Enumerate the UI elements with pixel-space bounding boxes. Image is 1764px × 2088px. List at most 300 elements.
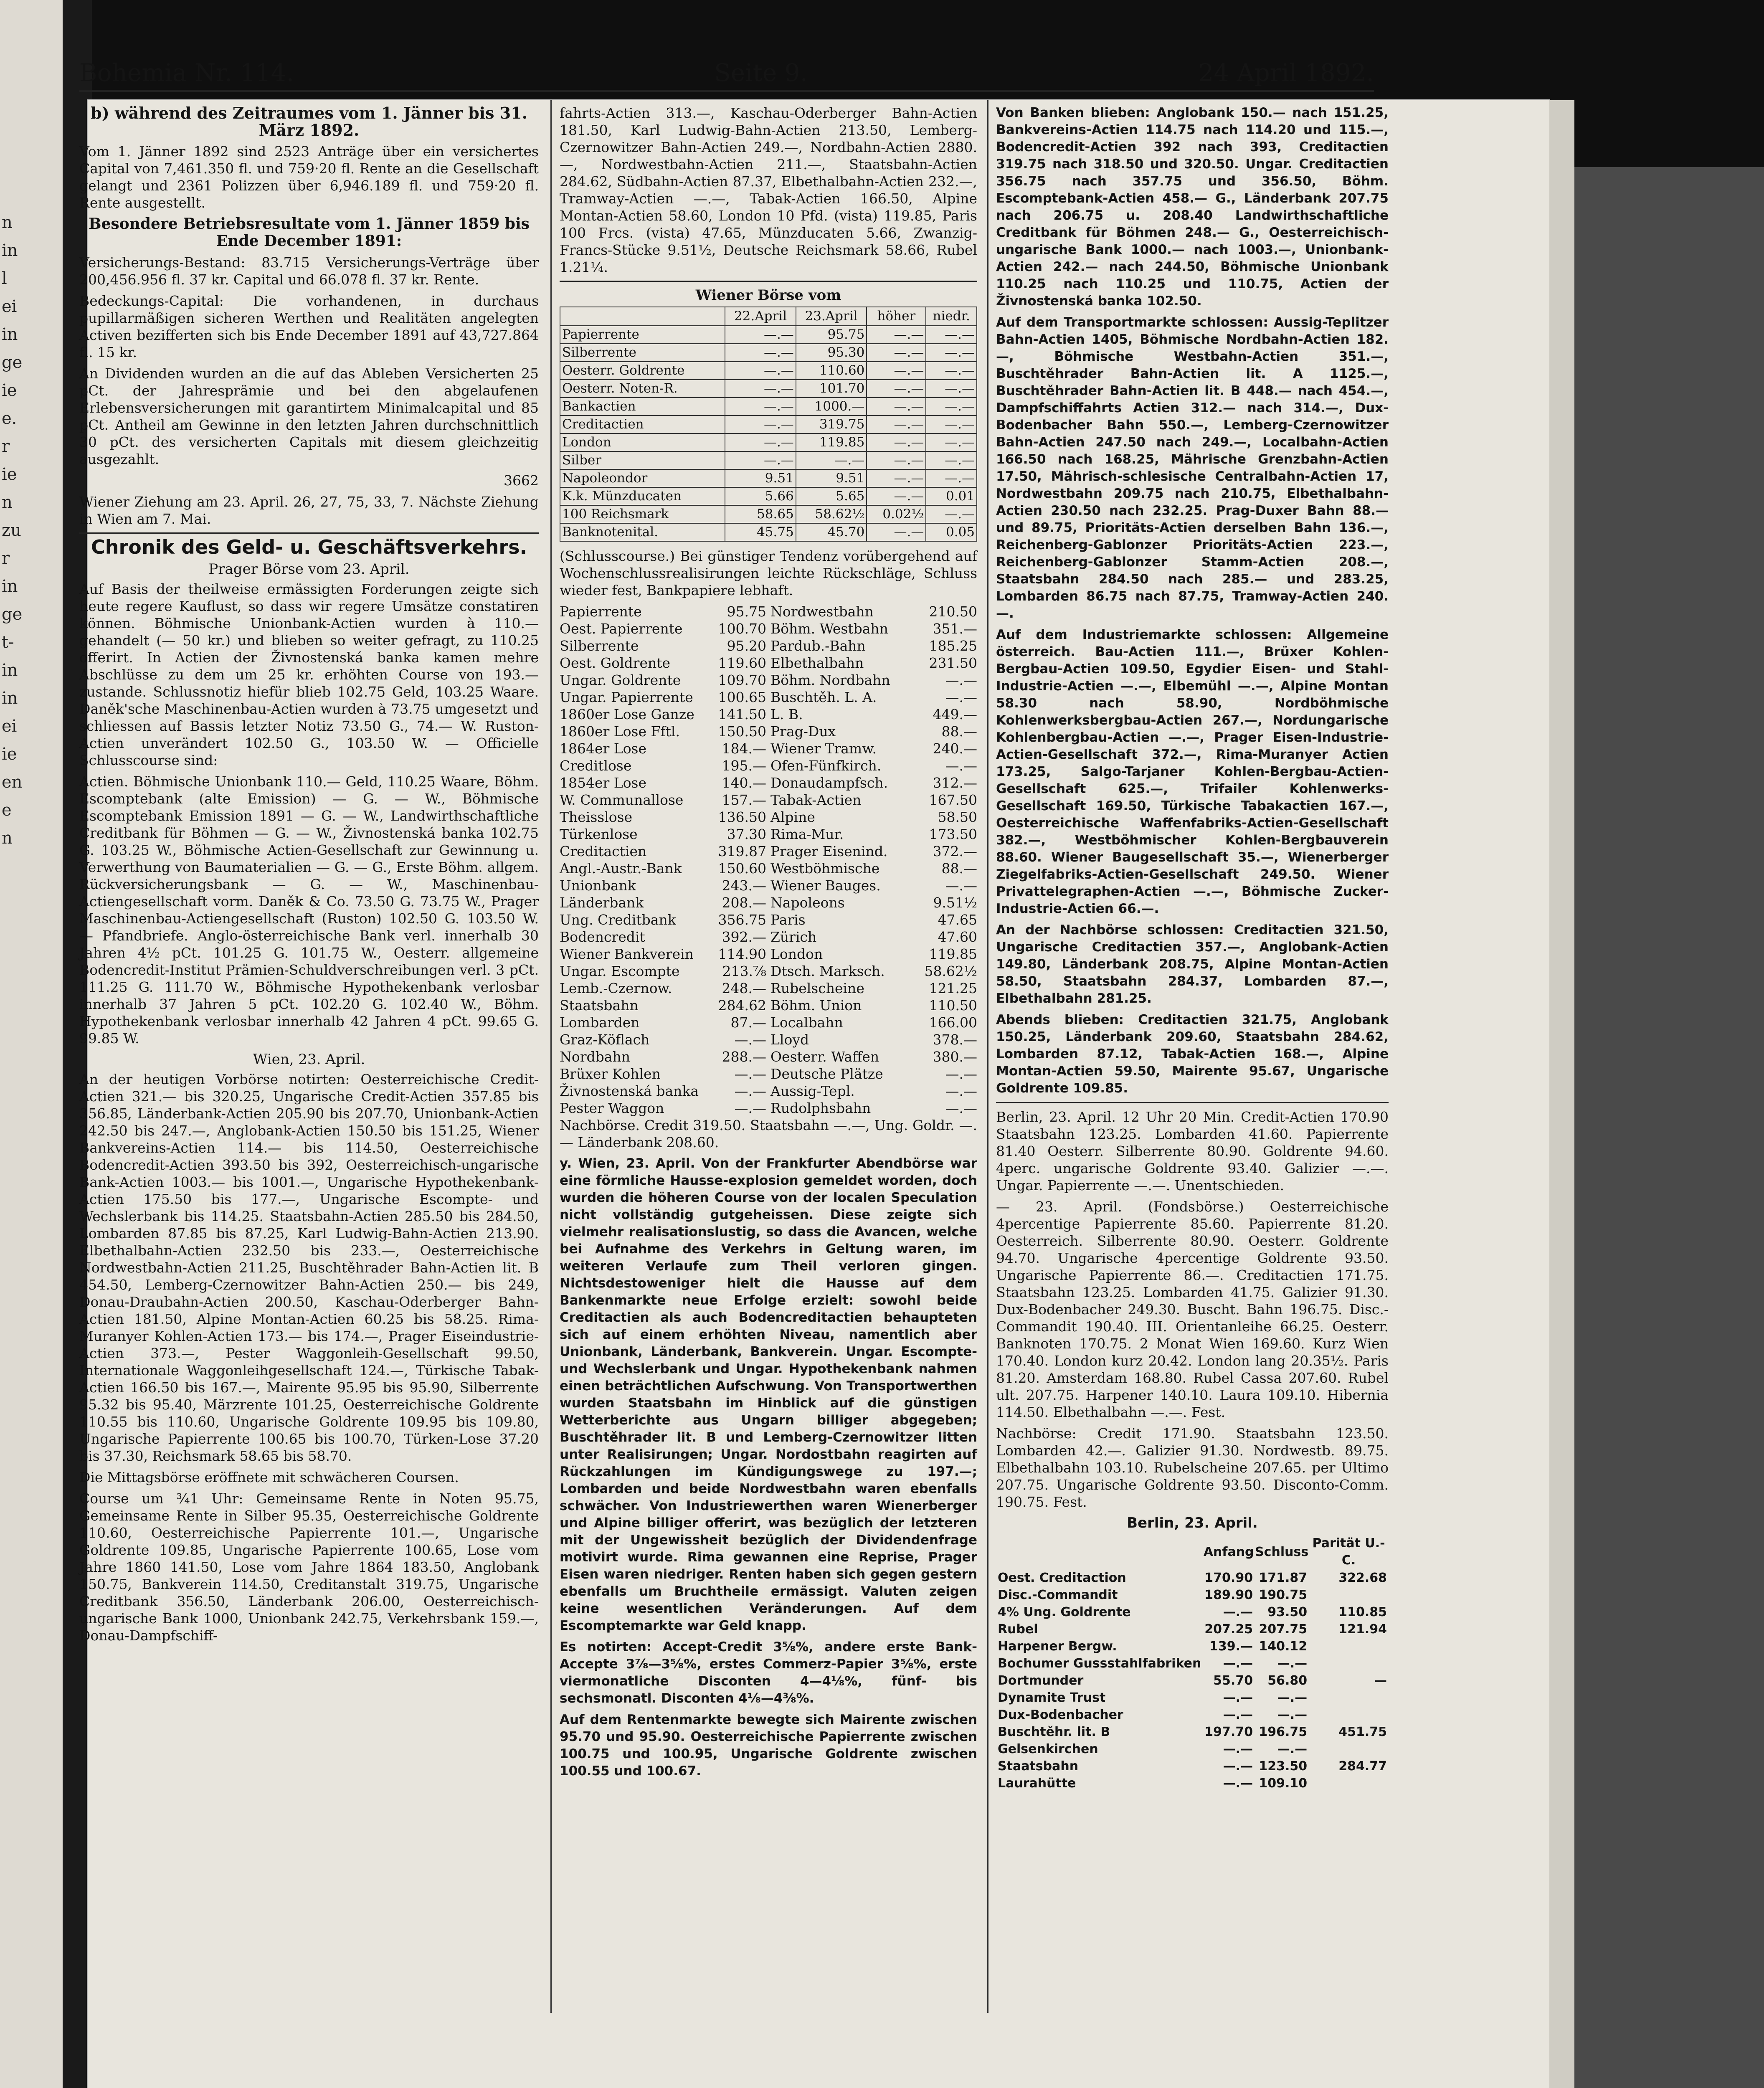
- quote-name: Živnostenská banka: [560, 1083, 699, 1099]
- quote-line: [770, 603, 977, 620]
- quote-name: Alpine: [770, 809, 815, 825]
- berlin-security-cell: Laurahütte: [998, 1776, 1076, 1791]
- table-row: [560, 487, 977, 505]
- vienna-exchange-table: [560, 307, 977, 542]
- quote-value: —.—: [734, 1100, 766, 1116]
- berlin-quote-cell: —.—: [1277, 1690, 1308, 1705]
- quote-name: Elbethalbahn: [770, 655, 864, 671]
- quote-cell: 0.01: [926, 487, 977, 505]
- berlin-security-cell: Staatsbahn: [998, 1759, 1079, 1774]
- left-fragment-line: in: [2, 325, 18, 344]
- quote-cell: —.—: [926, 451, 977, 469]
- quote-line: [560, 877, 766, 894]
- quote-value: 372.—: [933, 843, 977, 859]
- prague-paragraph-2: Actien. Böhmische Unionbank 110.— Geld, 110.25 Waare, Böhm. Escomptebank (alte Emission) — G. — W., Böhmische Escomptebank Emission 1891 — G. — W., Landwirthschaftliche Creditbank für Böhmen — G. — W., Živnostenská banka 102.75 G. 103.25 W., Böhmische Actien-Gesellschaft zur Gewinnung u. Verwerthung von Baumaterialien — G. — G., Erste Böhm. allgem. Rückversicherungsbank — G. — W., Maschinenbau-Actiengesellschaft vorm. Daněk & Co. 73.50 G. 73.75 W., Prager Maschinenbau-Actiengesellschaft (Ruston) 102.50 G. 103.50 W. — Pfandbriefe. Anglo-österreichische Bank verl. innerhalb 30 Jahren 4½ pCt. 101.25 G. 101.75 W., Oesterr. allgemeine Bodencredit-Institut Prämien-Schuldverschreibungen verl. 3 pCt. 111.25 G. 111.70 W., Böhmische Hypothekenbank verlosbar innerhalb 37 Jahren 5 pCt. 102.20 G. 102.40 W., Böhm. Hypothekenbank verlosbar innerhalb 42 Jahren 4 pCt. 99.65 G. 99.85 W.: [79, 773, 539, 1047]
- quote-name: Rubelscheine: [770, 980, 864, 996]
- quote-cell: 319.75: [796, 416, 867, 433]
- quote-name: Prager Eisenind.: [770, 843, 888, 859]
- quote-name: Localbahn: [770, 1014, 843, 1031]
- table-row: [560, 344, 977, 362]
- quote-value: 319.87: [718, 843, 766, 859]
- berlin-row: [996, 1775, 1389, 1792]
- quote-value: 288.—: [722, 1049, 766, 1065]
- quote-cell: —.—: [867, 362, 926, 380]
- berlin-quote-cell: 197.70: [1204, 1725, 1253, 1739]
- quote-cell: —.—: [926, 398, 977, 416]
- quote-value: 284.62: [718, 997, 766, 1014]
- quote-name: London: [770, 946, 823, 962]
- security-name-cell: Bankactien: [560, 398, 725, 416]
- left-fragment-line: ie: [2, 465, 17, 484]
- quote-value: 213.⅞: [722, 963, 766, 979]
- table-header-cell: niedr.: [926, 307, 977, 326]
- quote-cell: 1000.—: [796, 398, 867, 416]
- quote-value: 185.25: [929, 638, 977, 654]
- quote-line: [770, 980, 977, 997]
- quote-value: —.—: [945, 758, 977, 774]
- quote-value: 184.—: [722, 740, 766, 757]
- berlin-quote-cell: 170.90: [1204, 1571, 1253, 1585]
- quote-value: —.—: [945, 672, 977, 688]
- quote-name: Buschtěh. L. A.: [770, 689, 877, 705]
- left-fragment-line: n: [2, 213, 13, 232]
- left-fragment-line: r: [2, 437, 10, 456]
- quote-cell: 119.85: [796, 433, 867, 451]
- berlin-quote-cell: 140.12: [1259, 1639, 1308, 1654]
- quote-name: Donaudampfsch.: [770, 775, 888, 791]
- page-number: Seite 9.: [714, 58, 808, 87]
- quote-cell: 9.51: [796, 469, 867, 487]
- berlin-quote-cell: 322.68: [1338, 1571, 1387, 1585]
- berlin-paragraph-1: Berlin, 23. April. 12 Uhr 20 Min. Credit-Actien 170.90 Staatsbahn 123.25. Lombarden 41.60. Papierrente 81.40 Oesterr. Silberrente 80.90. Goldrente 94.60. 4perc. ungarische Goldrente 93.40. Galizier —.—. Ungar. Papierrente —.—. Unentschieden.: [996, 1109, 1389, 1194]
- berlin-row: [996, 1638, 1389, 1655]
- quote-name: Nordwestbahn: [770, 603, 874, 620]
- quote-line: [770, 654, 977, 672]
- quote-cell: —.—: [867, 398, 926, 416]
- quote-cell: —.—: [926, 469, 977, 487]
- berlin-quote-cell: —.—: [1223, 1605, 1253, 1619]
- quote-value: 240.—: [933, 740, 977, 757]
- quote-value: —.—: [945, 689, 977, 705]
- security-name-cell: Oesterr. Goldrente: [560, 362, 725, 380]
- issue-date: 24 April 1892.: [1198, 58, 1374, 87]
- left-fragment-line: ge: [2, 605, 23, 624]
- left-fragment-line: n: [2, 493, 13, 512]
- quote-value: 167.50: [929, 792, 977, 808]
- quote-value: 248.—: [722, 980, 766, 996]
- berlin-security-cell: Dynamite Trust: [998, 1690, 1106, 1705]
- quote-line: [770, 620, 977, 637]
- quote-cell: 95.75: [796, 326, 867, 344]
- quote-cell: —.—: [867, 344, 926, 362]
- quote-name: Aussig-Tepl.: [770, 1083, 855, 1099]
- column-1: [79, 104, 539, 1648]
- quote-cell: 5.65: [796, 487, 867, 505]
- quote-line: [770, 877, 977, 894]
- quote-cell: —.—: [867, 433, 926, 451]
- quote-value: 109.70: [718, 672, 766, 688]
- quote-value: 351.—: [933, 621, 977, 637]
- quote-line: [560, 945, 766, 963]
- insurance-paragraph-2: Versicherungs-Bestand: 83.715 Versicherungs-Verträge über 200,456.956 fl. 37 kr. Capital und 66.078 fl. 37 kr. Rente.: [79, 254, 539, 288]
- table-header-cell: 23.April: [796, 307, 867, 326]
- quote-line: [560, 603, 766, 620]
- quote-cell: —.—: [796, 451, 867, 469]
- quote-name: 1854er Lose: [560, 775, 647, 791]
- security-name-cell: Silberrente: [560, 344, 725, 362]
- quote-line: [770, 723, 977, 740]
- vienna-report: y. Wien, 23. April. Von der Frankfurter Abendbörse war eine förmliche Hausse-explosion gemeldet worden, doch wurden die höheren Course von der localen Speculation nicht vollständig gutgeheissen. Diese zeigte sich vielmehr realisationslustig, so dass die Avancen, welche bei Aufnahme des Verkehrs in Geltung waren, im weiteren Verlaufe zum Theil verloren gingen. Nichtsdestoweniger hielt die Hausse auf dem Bankenmarkte neue Erfolge erzielt: sowohl beide Creditactien als auch Bodencreditactien behaupteten sich auf einem erhöhten Niveau, namentlich aber Unionbank, Länderbank, Bankverein. Ungar. Escompte- und Wechslerbank und Ungar. Hypothekenbank nahmen einen beträchtlichen Aufschwung. Von Transportwerthen wurden Staatsbahn im Hinblick auf die günstigen Wetterberichte aus Ungarn billiger abgegeben; Buschtěhrader lit. B und Lemberg-Czernowitzer litten unter Realisirungen; Ungar. Nordostbahn reagirten auf Rückzahlungen im Kündigungswege zu 197.—; Lombarden und beide Nordwestbahn waren ebenfalls schwächer. Von Industriewerthen waren Wienerberger und Alpine billiger offerirt, was bezüglich der letzteren mit der Ungewissheit bezüglich der Dividendenfrage motivirt wurde. Rima gewannen eine Reprise, Prager Eisen waren niedriger. Renten haben sich gegen gestern ebenfalls um Bruchtheile ermässigt. Valuten zeigen keine wesentlichen Veränderungen. Auf dem Escomptemarkte war Geld knapp.: [560, 1156, 977, 1633]
- quote-cell: —.—: [867, 469, 926, 487]
- berlin-security-cell: Rubel: [998, 1622, 1038, 1637]
- berlin-quote-cell: —.—: [1223, 1690, 1253, 1705]
- quote-line: [770, 911, 977, 928]
- berlin-security-cell: 4% Ung. Goldrente: [998, 1605, 1131, 1619]
- quote-cell: —.—: [725, 433, 796, 451]
- page-edge: [1549, 100, 1574, 2088]
- quote-cell: 58.62½: [796, 505, 867, 523]
- quote-line: [560, 928, 766, 945]
- quote-name: Böhm. Union: [770, 997, 862, 1014]
- quote-cell: 58.65: [725, 505, 796, 523]
- berlin-security-cell: Bochumer Gussstahlfabriken: [998, 1656, 1201, 1671]
- berlin-row: [996, 1621, 1389, 1638]
- berlin-quote-cell: —.—: [1277, 1656, 1308, 1671]
- left-fragment-line: r: [2, 549, 10, 568]
- quote-cell: —.—: [867, 416, 926, 433]
- column-rule-1: [550, 100, 552, 2013]
- quote-cell: 95.30: [796, 344, 867, 362]
- table-header-row: [560, 307, 977, 326]
- discount-rates: Es notirten: Accept-Credit 3⅝%, andere erste Bank-Accepte 3⅞—3⅝%, erstes Commerz-Papier 3⅝%, erste viermonatliche Disconten 4—4⅛%, fünf- bis sechsmonatl. Disconten 4⅛—4⅜%.: [560, 1639, 977, 1706]
- berlin-row: [996, 1569, 1389, 1586]
- quote-line: [770, 791, 977, 808]
- quote-value: 121.25: [929, 980, 977, 996]
- quote-value: 150.60: [718, 860, 766, 877]
- quote-line: [560, 654, 766, 672]
- quote-value: 88.—: [941, 723, 977, 740]
- quote-value: 312.—: [933, 775, 977, 791]
- berlin-quote-cell: [1309, 1775, 1389, 1792]
- quote-name: Unionbank: [560, 877, 636, 894]
- berlin-header-row: [996, 1534, 1389, 1569]
- quote-value: 210.50: [929, 603, 977, 620]
- quote-cell: 0.05: [926, 523, 977, 541]
- quote-value: 141.50: [718, 706, 766, 722]
- table-row: [560, 326, 977, 344]
- quote-line: [560, 1014, 766, 1031]
- quote-name: Papierrente: [560, 603, 642, 620]
- quote-line: [770, 672, 977, 689]
- quote-name: Oest. Goldrente: [560, 655, 671, 671]
- berlin-paragraph-2: — 23. April. (Fondsbörse.) Oesterreichische 4percentige Papierrente 85.60. Papierrente 81.20. Oesterreich. Silberrente 80.90. Oesterr. Goldrente 94.70. Ungarische 4percentige Goldrente 93.50. Ungarische Papierrente 86.—. Creditactien 171.75. Staatsbahn 123.25. Lombarden 41.75. Galizier 91.30. Dux-Bodenbacher 249.30. Buscht. Bahn 196.75. Disc.-Commandit 190.40. III. Orientanleihe 66.25. Oesterr. Banknoten 170.75. 2 Monat Wien 169.60. Kurz Wien 170.40. London kurz 20.42. London lang 20.35½. Paris 81.20. Amsterdam 168.80. Rubel Cassa 207.60. Rubel ult. 207.75. Harpener 140.10. Laura 109.10. Hibernia 114.50. Elbethalbahn —.—. Fest.: [996, 1199, 1389, 1420]
- quote-cell: —.—: [867, 451, 926, 469]
- section-rule: [79, 532, 539, 534]
- quote-value: 173.50: [929, 826, 977, 842]
- berlin-quote-cell: —.—: [1223, 1759, 1253, 1774]
- berlin-row: [996, 1723, 1389, 1741]
- berlin-quote-cell: 190.75: [1259, 1588, 1308, 1602]
- table-row: [560, 380, 977, 398]
- quote-value: 47.65: [938, 912, 977, 928]
- after-market-paragraph: An der Nachbörse schlossen: Creditactien 321.50, Ungarische Creditactien 357.—, Anglobank-Actien 149.80, Länderbank 208.75, Alpine Montan-Actien 58.50, Staatsbahn 284.37, Lombarden 87.—, Elbethalbahn 281.25.: [996, 922, 1389, 1006]
- quote-line: [770, 1082, 977, 1100]
- industry-paragraph: Auf dem Industriemarkte schlossen: Allgemeine österreich. Bau-Actien 111.—, Brüxer Kohlen-Bergbau-Actien 109.50, Egydier Eisen- und Stahl-Industrie-Actien —.—, Elbemühl —.—, Alpine Montan 58.30 nach 58.90, Nordböhmische Kohlenwerksbergbau-Actien 267.—, Nordungarische Kohlenbergbau-Actien —.—, Prager Eisen-Industrie-Actien-Gesellschaft 372.—, Rima-Muranyer Actien 173.25, Salgo-Tarjaner Kohlen-Bergbau-Actien-Gesellschaft 625.—, Trifailer Kohlenwerks-Gesellschaft 169.50, Türkische Tabakactien 167.—, Oesterreichische Waffenfabriks-Actien-Gesellschaft 382.—, Westböhmischer Kohlen-Bergbauverein 88.60. Wiener Baugesellschaft 35.—, Wienerberger Ziegelfabriks-Actien-Gesellschaft 249.50. Wiener Privattelegraphen-Actien —.—, Böhmische Zucker-Industrie-Actien 66.—.: [996, 627, 1389, 916]
- quote-line: [560, 723, 766, 740]
- berlin-quote-cell: 123.50: [1259, 1759, 1308, 1774]
- table-row: [560, 362, 977, 380]
- quote-line: [560, 740, 766, 757]
- quote-cell: —.—: [867, 487, 926, 505]
- quote-cell: —.—: [725, 398, 796, 416]
- after-market-note: Nachbörse. Credit 319.50. Staatsbahn —.—, Ung. Goldr. —.— Länderbank 208.60.: [560, 1117, 977, 1150]
- quote-line: [770, 637, 977, 654]
- berlin-table: [996, 1534, 1389, 1792]
- quote-name: Pester Waggon: [560, 1100, 664, 1116]
- quote-value: 58.50: [938, 809, 977, 825]
- quote-cell: —.—: [725, 451, 796, 469]
- quote-line: [770, 997, 977, 1014]
- quote-cell: 110.60: [796, 362, 867, 380]
- quote-name: Staatsbahn: [560, 997, 639, 1014]
- quote-line: [770, 1031, 977, 1048]
- quote-name: Tabak-Actien: [770, 792, 862, 808]
- vienna-exchange-table-title: Wiener Börse vom: [695, 287, 841, 304]
- quote-name: 1860er Lose Ganze: [560, 706, 694, 722]
- table-row: [560, 469, 977, 487]
- left-page-text: [2, 209, 60, 2088]
- quote-name: Prag-Dux: [770, 723, 836, 740]
- berlin-quote-cell: —.—: [1223, 1656, 1253, 1671]
- quote-cell: —.—: [926, 416, 977, 433]
- left-fragment-line: ge: [2, 353, 23, 372]
- quote-line: [560, 1031, 766, 1048]
- security-name-cell: Napoleondor: [560, 469, 725, 487]
- quote-value: —.—: [945, 1100, 977, 1116]
- berlin-quote-cell: 93.50: [1267, 1605, 1308, 1619]
- berlin-quote-cell: 171.87: [1259, 1571, 1308, 1585]
- quote-name: Ungar. Escompte: [560, 963, 680, 979]
- quotes-right: [770, 603, 977, 1117]
- berlin-quote-cell: —.—: [1223, 1742, 1253, 1756]
- quote-cell: —.—: [867, 523, 926, 541]
- transport-paragraph: Auf dem Transportmarkte schlossen: Aussig-Teplitzer Bahn-Actien 1405, Böhmische Nordbahn-Actien 182.—, Böhmische Westbahn-Actien 351.—, Buschtěhrader Bahn-Actien lit. A 1125.—, Buschtěhrader Bahn-Actien lit. B 448.— nach 454.—, Dampfschiffahrts Actien 312.— nach 314.—, Dux-Bodenbacher Bahn 550.—, Lemberg-Czernowitzer Bahn-Actien 247.50 nach 249.—, Localbahn-Actien 166.50 nach 168.25, Mährische Grenzbahn-Actien 17.50, Mährisch-schlesische Centralbahn-Actien 17, Nordwestbahn 209.75 nach 210.75, Elbethalbahn-Actien 230.50 nach 232.25. Prag-Duxer Bahn 88.— und 89.75, Prioritäts-Actien derselben Bahn 136.—, Reichenberg-Gablonzer Prioritäts-Actien 223.—, Reichenberg-Gablonzer Stamm-Actien 208.—, Staatsbahn 284.50 nach 285.— und 283.25, Lombarden 86.75 nach 87.75, Tramway-Actien 240.—.: [996, 315, 1389, 621]
- quote-name: Ungar. Goldrente: [560, 672, 681, 688]
- quote-value: —.—: [945, 1083, 977, 1099]
- lottery-paragraph: Wiener Ziehung am 23. April. 26, 27, 75, 33, 7. Nächste Ziehung in Wien am 7. Mai.: [79, 494, 539, 527]
- vienna-continued: fahrts-Actien 313.—, Kaschau-Oderberger Bahn-Actien 181.50, Karl Ludwig-Bahn-Actien 213.50, Lemberg-Czernowitzer Bahn-Actien 249.—, Nordbahn-Actien 2880.—, Nordwestbahn-Actien 211.—, Staatsbahn-Actien 284.62, Südbahn-Actien 87.37, Elbethalbahn-Actien 232.—, Tramway-Actien —.—, Tabak-Actien 166.50, Alpine Montan-Actien 58.60, London 10 Pfd. (vista) 119.85, Paris 100 Frcs. (vista) 47.65, Münzducaten 5.66, Zwanzig-Francs-Stücke 9.51½, Deutsche Reichsmark 58.66, Rubel 1.21¼.: [560, 105, 977, 275]
- left-fragment-line: ei: [2, 717, 17, 736]
- quote-cell: —.—: [725, 380, 796, 398]
- berlin-quote-cell: —.—: [1277, 1742, 1308, 1756]
- left-fragment-line: in: [2, 661, 18, 680]
- quote-cell: —.—: [725, 416, 796, 433]
- quote-value: 100.70: [718, 621, 766, 637]
- quote-value: 88.—: [941, 860, 977, 877]
- quote-cell: 45.75: [725, 523, 796, 541]
- quote-name: Graz-Köflach: [560, 1031, 650, 1048]
- table-rule: [560, 281, 977, 282]
- security-name-cell: Silber: [560, 451, 725, 469]
- berlin-header-cell: Schluss: [1255, 1544, 1309, 1559]
- quote-name: Creditlose: [560, 758, 632, 774]
- berlin-header-cell: [996, 1534, 1203, 1569]
- quote-name: Napoleons: [770, 894, 845, 911]
- results-heading: Besondere Betriebsresultate vom 1. Jänner 1859 bis Ende December 1891:: [89, 215, 530, 250]
- quote-name: Rudolphsbahn: [770, 1100, 871, 1116]
- quote-name: Zürich: [770, 929, 817, 945]
- quote-name: Böhm. Nordbahn: [770, 672, 890, 688]
- quote-value: 119.85: [929, 946, 977, 962]
- berlin-quote-cell: [1309, 1706, 1389, 1723]
- berlin-quote-cell: 56.80: [1267, 1673, 1308, 1688]
- evening-paragraph: Abends blieben: Creditactien 321.75, Anglobank 150.25, Länderbank 209.60, Staatsbahn 284.62, Lombarden 87.12, Tabak-Actien 168.—, Alpine Montan-Actien 59.50, Mairente 95.67, Ungarische Goldrente 109.85.: [996, 1012, 1389, 1096]
- quote-value: 87.—: [730, 1014, 766, 1031]
- left-fragment-line: n: [2, 829, 13, 848]
- quote-name: Nordbahn: [560, 1049, 630, 1065]
- quote-line: [770, 1014, 977, 1031]
- quote-value: —.—: [734, 1066, 766, 1082]
- berlin-quote-cell: [1309, 1741, 1389, 1758]
- berlin-quote-cell: 139.—: [1209, 1639, 1253, 1654]
- quote-line: [560, 1065, 766, 1082]
- banks-paragraph: Von Banken blieben: Anglobank 150.— nach 151.25, Bankvereins-Actien 114.75 nach 114.20 und 115.—, Bodencredit-Actien 392 nach 393, Creditactien 319.75 nach 318.50 und 320.50. Ungar. Creditactien 356.75 nach 357.75 und 356.50, Böhm. Escomptebank-Actien 458.— G., Länderbank 207.75 nach 206.75 u. 208.40 Landwirthschaftliche Creditbank für Böhmen 248.— G., Oesterreichisch-ungarische Bank 1000.— nach 1003.—, Unionbank-Actien 242.— nach 244.50, Böhmische Unionbank 110.25 nach 110.25 und 110.75, Actien der Živnostenská banka 102.50.: [996, 105, 1389, 309]
- quote-cell: —.—: [926, 362, 977, 380]
- quote-line: [770, 894, 977, 911]
- berlin-table-title: Berlin, 23. April.: [1127, 1515, 1258, 1531]
- berlin-row: [996, 1706, 1389, 1723]
- column-rule-2: [987, 100, 988, 2013]
- left-fragment-line: in: [2, 577, 18, 596]
- quote-cell: —.—: [725, 362, 796, 380]
- quote-value: 449.—: [933, 706, 977, 722]
- berlin-quote-cell: 207.75: [1259, 1622, 1308, 1637]
- berlin-row: [996, 1741, 1389, 1758]
- quote-line: [560, 706, 766, 723]
- quote-name: Lemb.-Czernow.: [560, 980, 672, 996]
- quote-line: [560, 1100, 766, 1117]
- security-name-cell: Oesterr. Noten-R.: [560, 380, 725, 398]
- quote-line: [560, 860, 766, 877]
- quote-value: 95.20: [727, 638, 766, 654]
- quote-cell: 45.70: [796, 523, 867, 541]
- quote-name: Westböhmische: [770, 860, 880, 877]
- quote-name: Lombarden: [560, 1014, 640, 1031]
- berlin-quote-cell: [1309, 1638, 1389, 1655]
- quote-value: 37.30: [727, 826, 766, 842]
- table-header-cell: 22.April: [725, 307, 796, 326]
- quote-value: 119.60: [718, 655, 766, 671]
- quote-name: Lloyd: [770, 1031, 809, 1048]
- quote-line: [560, 672, 766, 689]
- quote-value: 380.—: [933, 1049, 977, 1065]
- quote-line: [560, 997, 766, 1014]
- quote-value: 110.50: [929, 997, 977, 1014]
- quote-line: [560, 791, 766, 808]
- quote-line: [770, 1065, 977, 1082]
- quote-line: [770, 808, 977, 826]
- quote-value: 47.60: [938, 929, 977, 945]
- quote-cell: 101.70: [796, 380, 867, 398]
- quote-value: 140.—: [722, 775, 766, 791]
- quote-line: [770, 1100, 977, 1117]
- quote-name: Deutsche Plätze: [770, 1066, 883, 1082]
- quote-line: [560, 963, 766, 980]
- quote-name: Dtsch. Marksch.: [770, 963, 885, 979]
- table-row: [560, 433, 977, 451]
- berlin-security-cell: Dortmunder: [998, 1673, 1084, 1688]
- berlin-security-cell: Disc.-Commandit: [998, 1588, 1118, 1602]
- quote-line: [560, 637, 766, 654]
- berlin-security-cell: Gelsenkirchen: [998, 1742, 1098, 1756]
- vienna-paragraph-1: An der heutigen Vorbörse notirten: Oesterreichische Credit-Actien 321.— bis 320.25, Ungarische Credit-Actien 357.85 bis 356.85, Länderbank-Actien 205.90 bis 207.70, Unionbank-Actien 242.50 bis 247.—, Anglobank-Actien 150.50 bis 151.25, Wiener Bankvereins-Actien 114.— bis 114.50, Oesterreichische Bodencredit-Actien 393.50 bis 392, Oesterreichisch-ungarische Bank-Actien 1003.— bis 1001.—, Ungarische Hypothekenbank-Actien 175.50 bis 177.—, Ungarische Escompte- und Wechslerbank bis 114.25. Staatsbahn-Actien 285.50 bis 284.50, Lombarden 87.85 bis 87.25, Karl Ludwig-Bahn-Actien 213.90. Elbethalbahn-Actien 232.50 bis 233.—, Oesterreichische Nordwestbahn-Actien 211.25, Buschtěhrader Bahn-Actien lit. B 454.50, Lemberg-Czernowitzer Bahn-Actien 250.— bis 249, Donau-Draubahn-Actien 200.50, Kaschau-Oderberger Bahn-Actien 181.50, Alpine Montan-Actien 60.25 bis 58.25. Rima-Muranyer Kohlen-Actien 173.— bis 174.—, Prager Eiseindustrie-Actien 373.—, Pester Waggonleih-Gesellschaft 99.50, Internationale Waggonleihgesellschaft 124.—, Türkische Tabak-Actien 166.50 bis 167.—, Mairente 95.95 bis 95.90, Silberrente 95.32 bis 95.40, Märzrente 101.25, Oesterreichische Goldrente 110.55 bis 110.60, Ungarische Goldrente 109.95 bis 109.80, Ungarische Papierrente 100.65 bis 100.70, Türken-Lose 37.20 bis 37.30, Reichsmark 58.65 bis 58.70.: [79, 1071, 539, 1464]
- table-row: [560, 416, 977, 433]
- quote-line: [770, 843, 977, 860]
- berlin-row: [996, 1689, 1389, 1706]
- quote-name: Theisslose: [560, 809, 633, 825]
- quote-name: Angl.-Austr.-Bank: [560, 860, 682, 877]
- berlin-quote-cell: [1309, 1655, 1389, 1672]
- berlin-header-cell: Parität U.-C.: [1312, 1536, 1385, 1568]
- quote-line: [560, 620, 766, 637]
- quote-value: 114.90: [718, 946, 766, 962]
- berlin-security-cell: Dux-Bodenbacher: [998, 1708, 1123, 1722]
- right-background: [1574, 167, 1764, 2088]
- quote-line: [560, 1048, 766, 1065]
- masthead: Bohemia Nr. 114.: [79, 58, 294, 87]
- security-name-cell: London: [560, 433, 725, 451]
- quote-name: Böhm. Westbahn: [770, 621, 888, 637]
- vienna-heading: Wien, 23. April.: [253, 1051, 365, 1068]
- quote-line: [560, 1082, 766, 1100]
- quote-name: Ungar. Papierrente: [560, 689, 693, 705]
- security-name-cell: K.k. Münzducaten: [560, 487, 725, 505]
- quote-value: —.—: [945, 877, 977, 894]
- berlin-header-cell: Anfang: [1203, 1544, 1254, 1559]
- berlin-quote-cell: [1309, 1689, 1389, 1706]
- quote-name: Türkenlose: [560, 826, 638, 842]
- quote-cell: —.—: [926, 380, 977, 398]
- quote-name: Paris: [770, 912, 806, 928]
- left-fragment-line: e.: [2, 409, 17, 428]
- chronicle-heading: Chronik des Geld- u. Geschäftsverkehrs.: [91, 536, 527, 558]
- quote-value: —.—: [734, 1083, 766, 1099]
- left-fragment-line: ie: [2, 745, 17, 764]
- quote-name: 1860er Lose Fftl.: [560, 723, 680, 740]
- quote-value: 392.—: [722, 929, 766, 945]
- vienna-paragraph-3: Course um ¾1 Uhr: Gemeinsame Rente in Noten 95.75, Gemeinsame Rente in Silber 95.35, Oesterreichische Goldrente 110.60, Oesterreichische Papierrente 101.—, Ungarische Goldrente 109.85, Ungarische Papierrente 100.65, Lose vom Jahre 1860 141.50, Lose vom Jahre 1864 183.50, Anglobank 150.75, Bankverein 114.50, Creditanstalt 319.75, Ungarische Creditbank 356.50, Länderbank 206.00, Oesterreichisch-ungarische Bank 1000, Unionbank 242.75, Verkehrsbank 159.—, Donau-Dampfschiff-: [79, 1490, 539, 1644]
- quote-line: [770, 706, 977, 723]
- reference-number: 3662: [504, 472, 539, 489]
- quote-value: 356.75: [718, 912, 766, 928]
- quote-line: [560, 757, 766, 774]
- berlin-row: [996, 1672, 1389, 1689]
- berlin-row: [996, 1586, 1389, 1604]
- quote-line: [560, 911, 766, 928]
- security-name-cell: Papierrente: [560, 326, 725, 344]
- quote-value: 150.50: [718, 723, 766, 740]
- quote-cell: —.—: [926, 433, 977, 451]
- berlin-quote-cell: 121.94: [1338, 1622, 1387, 1637]
- quote-line: [560, 774, 766, 791]
- quote-line: [560, 689, 766, 706]
- quote-value: 208.—: [722, 894, 766, 911]
- table-row: [560, 523, 977, 541]
- left-fragment-line: e: [2, 801, 12, 820]
- quote-value: 100.65: [718, 689, 766, 705]
- quote-name: Ofen-Fünfkirch.: [770, 758, 882, 774]
- berlin-quote-cell: 55.70: [1213, 1673, 1253, 1688]
